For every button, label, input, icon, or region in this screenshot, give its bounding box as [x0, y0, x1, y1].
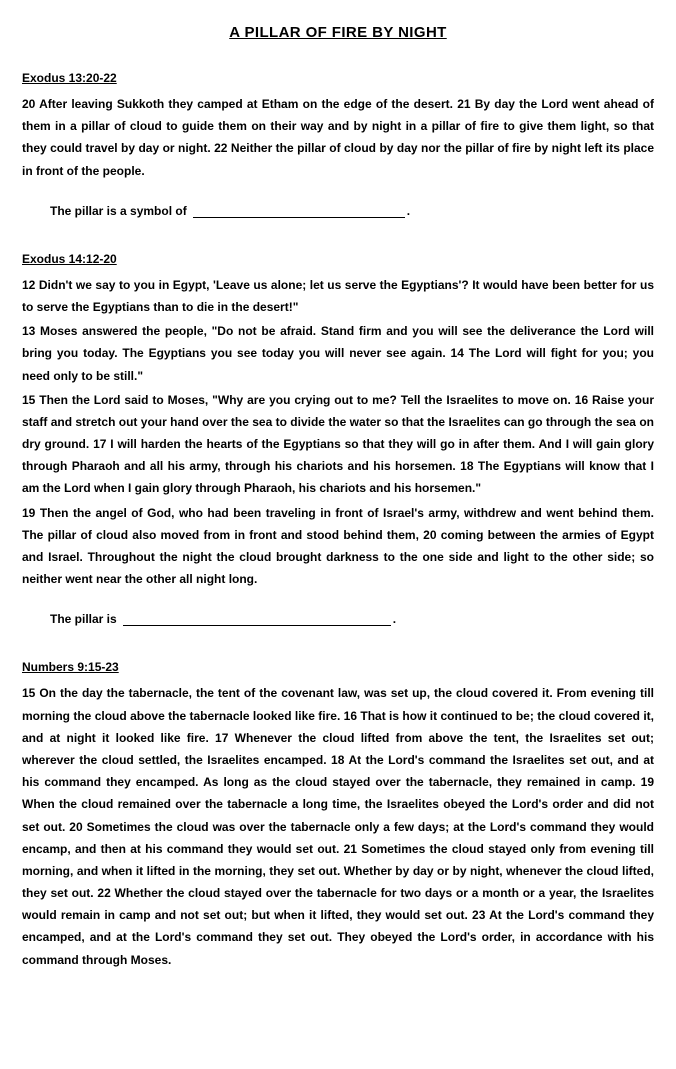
section-heading-exodus-13: Exodus 13:20-22 [22, 71, 117, 85]
scripture-paragraph: 12 Didn't we say to you in Egypt, 'Leave us alone; let us serve the Egyptians'? It would have been better for us to serve the Egyptians than to die in the desert!" [22, 277, 654, 314]
section-exodus-13 [22, 71, 654, 218]
scripture-paragraph: 19 Then the angel of God, who had been traveling in front of Israel's army, withdrew and went behind them. The pillar of cloud also moved from in front and stood behind them, 20 coming between the armies of Egypt and Israel. Throughout the night the cloud brought darkness to the one side and light to the other side; so neither went near the other all night long. [22, 505, 654, 587]
answer-blank-2[interactable] [123, 612, 391, 626]
scripture-paragraph: 13 Moses answered the people, "Do not be afraid. Stand firm and you will see the deliverance the Lord will bring you today. The Egyptians you see today you will never see again. 14 The Lord will fight for you; you need only to be still." [22, 324, 654, 383]
section-heading-exodus-14: Exodus 14:12-20 [22, 251, 117, 266]
answer-period-2: . [392, 612, 397, 627]
section-divider-spacer [22, 222, 654, 252]
answer-prompt-1: The pillar is a symbol of [50, 203, 187, 218]
answer-line-2 [22, 612, 654, 626]
scripture-paragraph: 15 Then the Lord said to Moses, "Why are you crying out to me? Tell the Israelites to move on. 16 Raise your staff and stretch out your hand over the sea to divide the water so that the Israelites can go through the sea on dry ground. 17 I will harden the hearts of the Egyptians so that they will go in after them. And I will gain glory through Pharaoh and all his army, through his chariots and his horsemen. 18 The Egyptians will know that I am the Lord when I gain glory through Pharaoh, his chariots and his horsemen." [22, 392, 654, 496]
section-divider-spacer [22, 630, 654, 660]
page-title: A PILLAR OF FIRE BY NIGHT [229, 24, 447, 41]
answer-prompt-2: The pillar is [50, 612, 117, 627]
section-exodus-14 [22, 252, 654, 627]
section-numbers-9 [22, 660, 654, 970]
answer-period-1: . [406, 203, 411, 218]
scripture-paragraph: 20 After leaving Sukkoth they camped at Etham on the edge of the desert. 21 By day the Lord went ahead of them in a pillar of cloud to guide them on their way and by night in a pillar of fire to give them light, so that they could travel by day or night. 22 Neither the pillar of cloud by day nor the pillar of fire by night left its place in front of the people. [22, 97, 654, 178]
scripture-paragraph: 15 On the day the tabernacle, the tent of the covenant law, was set up, the cloud covered it. From evening till morning the cloud above the tabernacle looked like fire. 16 That is how it continued to be; the cloud covered it, and at night it looked like fire. 17 Whenever the cloud lifted from above the tent, the Israelites set out; wherever the cloud settled, the Israelites encamped. 18 At the Lord's command the Israelites set out, and at his command they encamped. As long as the cloud stayed over the tabernacle, they remained in camp. 19 When the cloud remained over the tabernacle a long time, the Israelites obeyed the Lord's order and did not set out. 20 Sometimes the cloud was over the tabernacle only a few days; at the Lord's command they would encamp, and then at his command they would set out. 21 Sometimes the cloud stayed only from evening till morning, and when it lifted in the morning, they set out. Whether by day or by night, whenever the cloud lifted, they set out. 22 Whether the cloud stayed over the tabernacle for two days or a month or a year, the Israelites would remain in camp and not set out; but when it lifted, they would set out. 23 At the Lord's command they encamped, and at the Lord's command they set out. They obeyed the Lord's order, in accordance with his command through Moses. [22, 686, 654, 967]
answer-line-1 [22, 204, 654, 218]
answer-blank-1[interactable] [193, 204, 405, 218]
section-heading-numbers-9: Numbers 9:15-23 [22, 660, 119, 675]
